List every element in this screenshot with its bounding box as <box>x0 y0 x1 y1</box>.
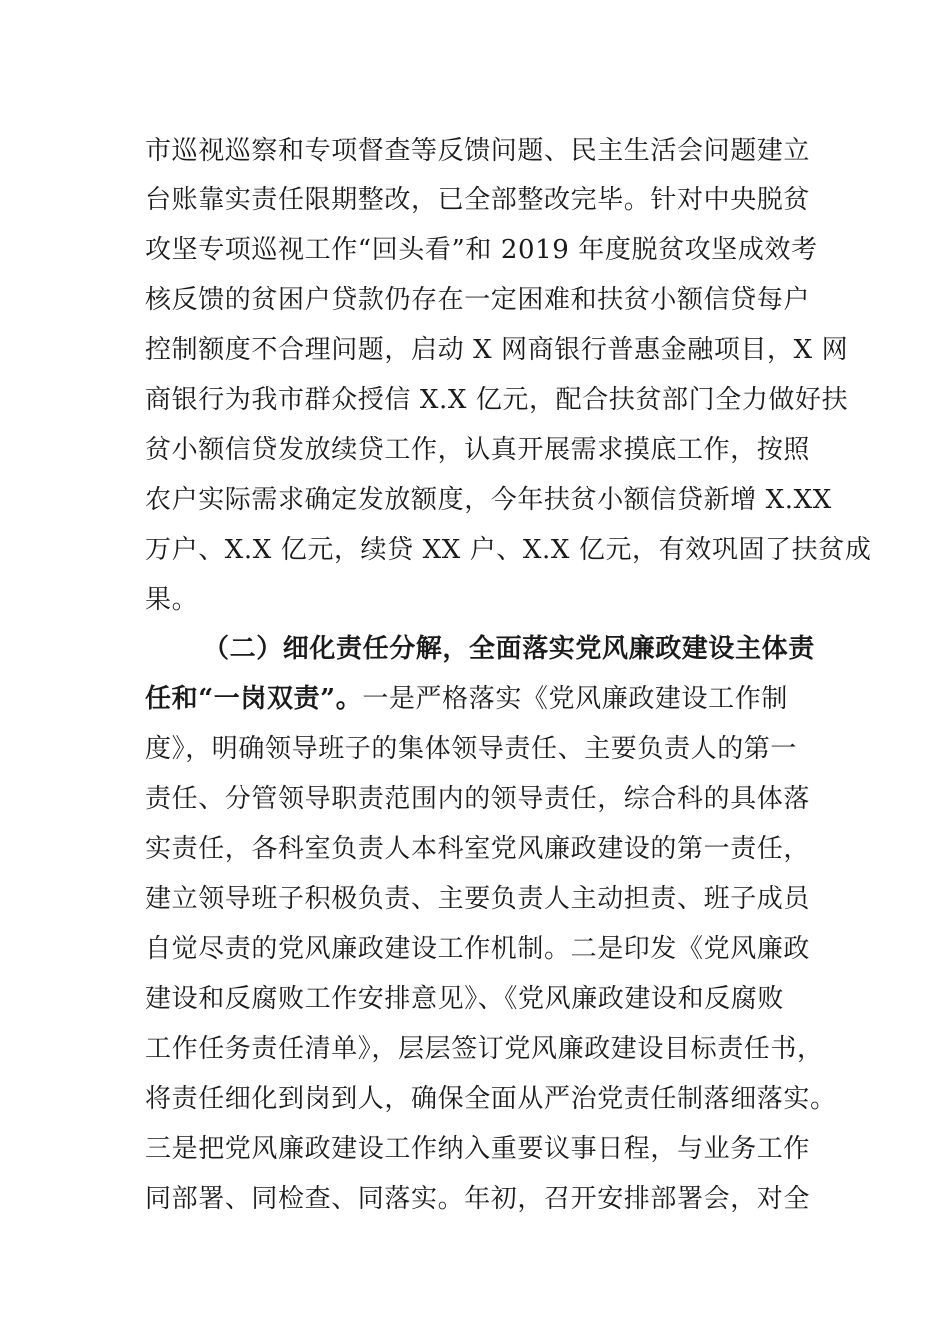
body-text-line: 将责任细化到岗到人，确保全面从严治党责任制落细落实。 <box>145 1084 837 1114</box>
body-text-line: 核反馈的贫困户贷款仍存在一定困难和扶贫小额信贷每户 <box>145 285 811 315</box>
body-text-line: 农户实际需求确定发放额度，今年扶贫小额信贷新增 X.XX <box>145 485 832 515</box>
body-text-line: 三是把党风廉政建设工作纳入重要议事日程，与业务工作 <box>145 1134 811 1164</box>
body-text-line: 果。 <box>145 585 199 615</box>
heading-continuation-line <box>145 684 788 714</box>
body-text-line: 攻坚专项巡视工作“回头看”和 2019 年度脱贫攻坚成效考 <box>145 235 818 265</box>
body-text-line: 台账靠实责任限期整改，已全部整改完毕。针对中央脱贫 <box>145 185 811 215</box>
body-text-line: 度》，明确领导班子的集体领导责任、主要负责人的第一 <box>145 734 798 764</box>
body-text-line: 同部署、同检查、同落实。年初，召开安排部署会，对全 <box>145 1184 811 1214</box>
body-text-line: 万户、X.X 亿元，续贷 XX 户、X.X 亿元，有效巩固了扶贫成 <box>145 535 872 565</box>
body-text-line: 贫小额信贷发放续贷工作，认真开展需求摸底工作，按照 <box>145 435 811 465</box>
body-text-line: 建设和反腐败工作安排意见》、《党风廉政建设和反腐败 <box>145 984 785 1014</box>
body-text-line: 商银行为我市群众授信 X.X 亿元，配合扶贫部门全力做好扶 <box>145 385 849 415</box>
body-text-line: 自觉尽责的党风廉政建设工作机制。二是印发《党风廉政 <box>145 934 811 964</box>
body-text-line: 工作任务责任清单》，层层签订党风廉政建设目标责任书， <box>145 1034 824 1064</box>
body-text-line: 建立领导班子积极负责、主要负责人主动担责、班子成员 <box>145 884 811 914</box>
section-heading: （二）细化责任分解，全面落实党风廉政建设主体责 <box>203 634 815 664</box>
body-text-line: 实责任，各科室负责人本科室党风廉政建设的第一责任， <box>145 834 811 864</box>
body-text-line: 市巡视巡察和专项督查等反馈问题、民主生活会问题建立 <box>145 136 811 166</box>
section-heading-tail: 任和“一岗双责”。 <box>145 684 363 714</box>
body-text-line: 控制额度不合理问题，启动 X 网商银行普惠金融项目，X 网 <box>145 335 849 365</box>
body-text-line: 责任、分管领导职责范围内的领导责任，综合科的具体落 <box>145 784 811 814</box>
body-text-span: 一是严格落实《党风廉政建设工作制 <box>362 684 788 714</box>
